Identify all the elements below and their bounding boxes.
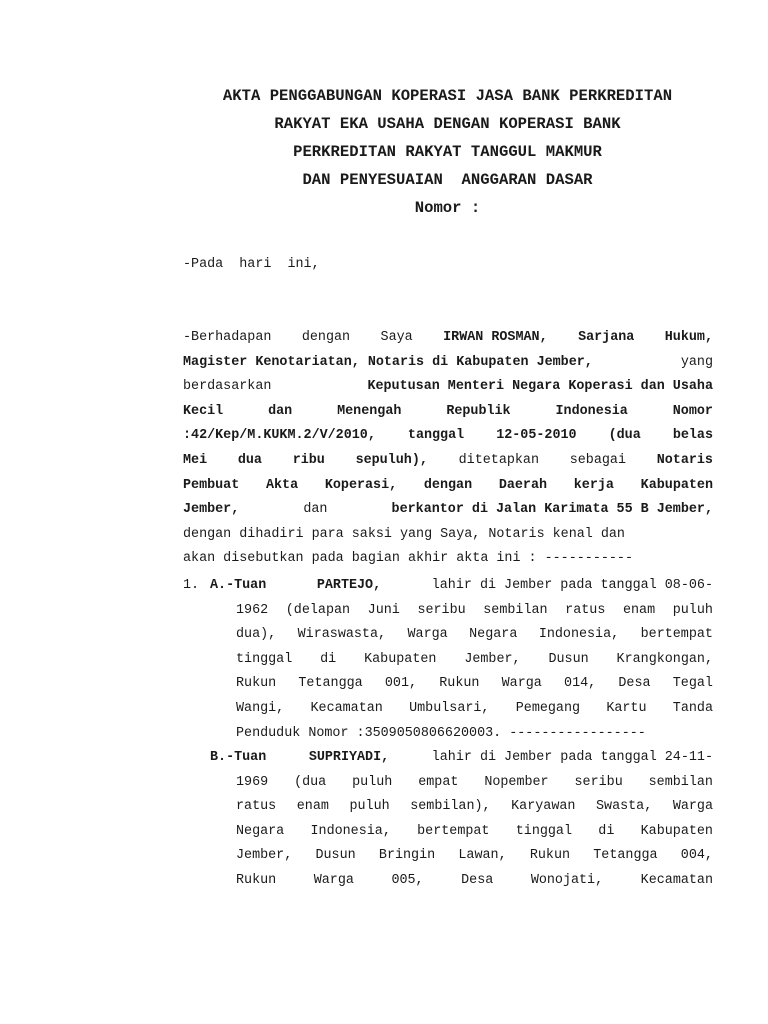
text-segment: lahir di Jember pada tanggal 24-11- [431,750,713,765]
paragraph-line [183,449,713,474]
text-segment: Tetangga [298,676,363,692]
text-segment: Umbulsari, [409,700,490,716]
text-segment: 005, [391,872,424,888]
list-item-1a-body [236,599,713,747]
item-label: A.-Tuan [210,578,267,593]
text-segment: Warga [672,799,713,815]
text-segment: Krangkongan, [616,651,713,667]
text-segment: Warga [407,627,448,643]
text-segment: sepuluh), [355,452,428,468]
text-segment: 1962 [236,602,269,618]
text-segment: (dua [608,428,641,444]
text-segment: dengan [423,477,473,493]
person-name: PARTEJO, [316,578,382,593]
text-segment: Kecil [183,403,224,419]
text-segment: dan [268,403,293,419]
text-segment: bertempat [417,823,490,839]
text-segment: puluh [352,774,393,790]
text-segment: Rukun [529,848,571,864]
text-segment: enam [296,799,329,815]
paragraph-line [183,351,713,376]
text-segment: Karyawan [511,799,576,815]
paragraph-line [183,474,713,499]
text-segment: -Berhadapan [183,330,272,345]
text-segment: 001, [384,676,418,692]
list-item-1b-first-line [210,746,713,771]
paragraph-line [183,498,713,523]
deed-title [150,82,745,222]
text-segment: 004, [680,848,713,864]
text-segment: Swasta, [596,799,653,815]
paragraph-line: Penduduk Nomor :3509050806620003. ----------------- [236,725,646,741]
text-segment: Indonesia [555,403,628,419]
person-name: SUPRIYADI, [308,750,390,765]
text-segment: Nopember [484,774,549,790]
paragraph-line [236,672,713,697]
opening-paragraph [183,253,713,278]
text-segment: (delapan [285,602,351,618]
text-segment: Indonesia, [310,823,391,839]
text-segment: Jember, [464,651,521,667]
text-segment: kerja [573,477,614,493]
text-segment: Saya [380,330,413,345]
text-segment: Rukun [439,676,480,692]
paragraph-line [236,771,713,796]
text-segment: Pembuat [183,477,240,493]
text-segment: 1969 [236,774,269,790]
paragraph-line [236,623,713,648]
text-segment: ratus [565,602,606,618]
text-segment: sebagai [569,452,626,468]
text-segment: dengan [301,330,351,345]
title-line-1: AKTA PENGGABUNGAN KOPERASI JASA BANK PERKREDITAN [222,87,673,105]
paragraph-line [236,795,713,820]
paragraph-line [236,820,713,845]
text-segment: Kartu [606,700,647,716]
text-segment: di [320,651,337,667]
text-segment: tinggal [236,651,293,667]
paragraph-line: akan disebutkan pada bagian akhir akta ini : ----------- [183,551,633,567]
text-segment: seribu [574,774,623,790]
text-segment: dua), [236,627,277,643]
text-segment: dua [237,452,262,468]
item-label: B.-Tuan [210,750,267,765]
paragraph-line [183,375,713,400]
text-segment: (dua [294,774,327,790]
text-segment: belas [672,428,713,444]
paragraph-line [236,648,713,673]
text-segment: ditetapkan [458,452,539,468]
text-segment: sembilan), [410,799,491,815]
text-segment: ribu [292,452,325,468]
text-segment: Dusun [548,651,589,667]
appearance-paragraph [183,326,713,572]
paragraph-line [183,326,713,351]
title-line-2: RAKYAT EKA USAHA DENGAN KOPERASI BANK [274,115,621,133]
text-segment: tinggal [515,823,572,839]
text-segment: puluh [349,799,390,815]
text-segment: dan [303,502,328,518]
text-segment: Notaris [656,452,713,468]
decree-reference: Keputusan Menteri Negara Koperasi dan Usaha [367,379,713,395]
notary-title: Magister Kenotariatan, Notaris di Kabupaten Jember, [183,354,593,370]
text-segment: berdasarkan [183,379,272,395]
text-segment: Kecamatan [640,872,713,888]
text-segment: Kabupaten [640,477,713,493]
text-segment: Negara [236,823,285,839]
list-item-1b-body [236,771,713,894]
text-segment: Koperasi, [324,477,398,493]
paragraph-line: dengan dihadiri para saksi yang Saya, Notaris kenal dan [183,526,625,542]
text-segment: Jember, [183,502,240,518]
text-segment: Negara [469,627,518,643]
text-segment: Wiraswasta, [297,627,387,643]
text-segment: Indonesia, [538,627,620,643]
text-segment: Republik [446,403,511,419]
paragraph-line [236,844,713,869]
text-segment: lahir di Jember pada tanggal 08-06- [431,578,713,593]
list-item-number: 1. [183,578,200,593]
text-segment: Hukum, [664,330,713,345]
decree-date: 12-05-2010 [496,428,577,444]
text-segment: ratus [236,799,277,815]
text-segment: yang [680,354,713,370]
text-segment: puluh [672,602,713,618]
office-address: berkantor di Jalan Karimata 55 B Jember, [391,502,713,518]
text-segment: Warga [501,676,542,692]
text-segment: Rukun [236,872,277,888]
text-segment: Tetangga [593,848,658,864]
deed-number-label: Nomor : [414,199,481,217]
text-segment: Mei [183,452,208,468]
text-segment: Nomor [672,403,713,419]
text-segment: Daerah [498,477,548,493]
title-line-4: DAN PENYESUAIAN ANGGARAN DASAR [302,171,593,189]
text-segment: enam [622,602,656,618]
text-segment: di [598,823,615,839]
text-segment: Desa [461,872,494,888]
paragraph-line [210,746,713,771]
opening-text: -Pada hari ini, [183,257,320,272]
text-segment: 014, [564,676,597,692]
text-segment: Lawan, [458,848,507,864]
decree-number: :42/Kep/M.KUKM.2/V/2010, [183,428,376,444]
text-segment: Bringin [378,848,436,864]
text-segment: Sarjana [578,330,635,345]
text-segment: Kabupaten [364,651,437,667]
text-segment: Kecamatan [310,700,383,716]
paragraph-line [183,424,713,449]
paragraph-line [183,400,713,425]
text-segment: Akta [265,477,299,493]
text-segment: Jember, [236,848,293,864]
text-segment: Desa [618,676,651,692]
text-segment: Warga [313,872,354,888]
text-segment: Tanda [672,700,713,716]
text-segment: Tegal [672,676,713,692]
text-segment: tanggal [407,428,465,444]
paragraph-line [236,599,713,624]
text-segment: sembilan [483,602,548,618]
text-segment: Juni [367,602,400,618]
text-segment: Kabupaten [640,823,713,839]
text-segment: Wonojati, [530,872,604,888]
text-segment: sembilan [648,774,713,790]
text-segment: Menengah [337,403,402,419]
text-segment: Rukun [236,676,277,692]
list-item-1a-first-line [210,574,713,599]
text-segment: Wangi, [236,700,285,716]
paragraph-line [236,697,713,722]
text-segment: seribu [417,602,466,618]
notary-name: IRWAN ROSMAN, [443,330,548,345]
text-segment: empat [418,774,459,790]
paragraph-line [236,869,713,894]
paragraph-line [210,574,713,599]
text-segment: Pemegang [515,700,581,716]
title-line-3: PERKREDITAN RAKYAT TANGGUL MAKMUR [293,143,602,161]
text-segment: Dusun [315,848,356,864]
text-segment: bertempat [640,627,713,643]
